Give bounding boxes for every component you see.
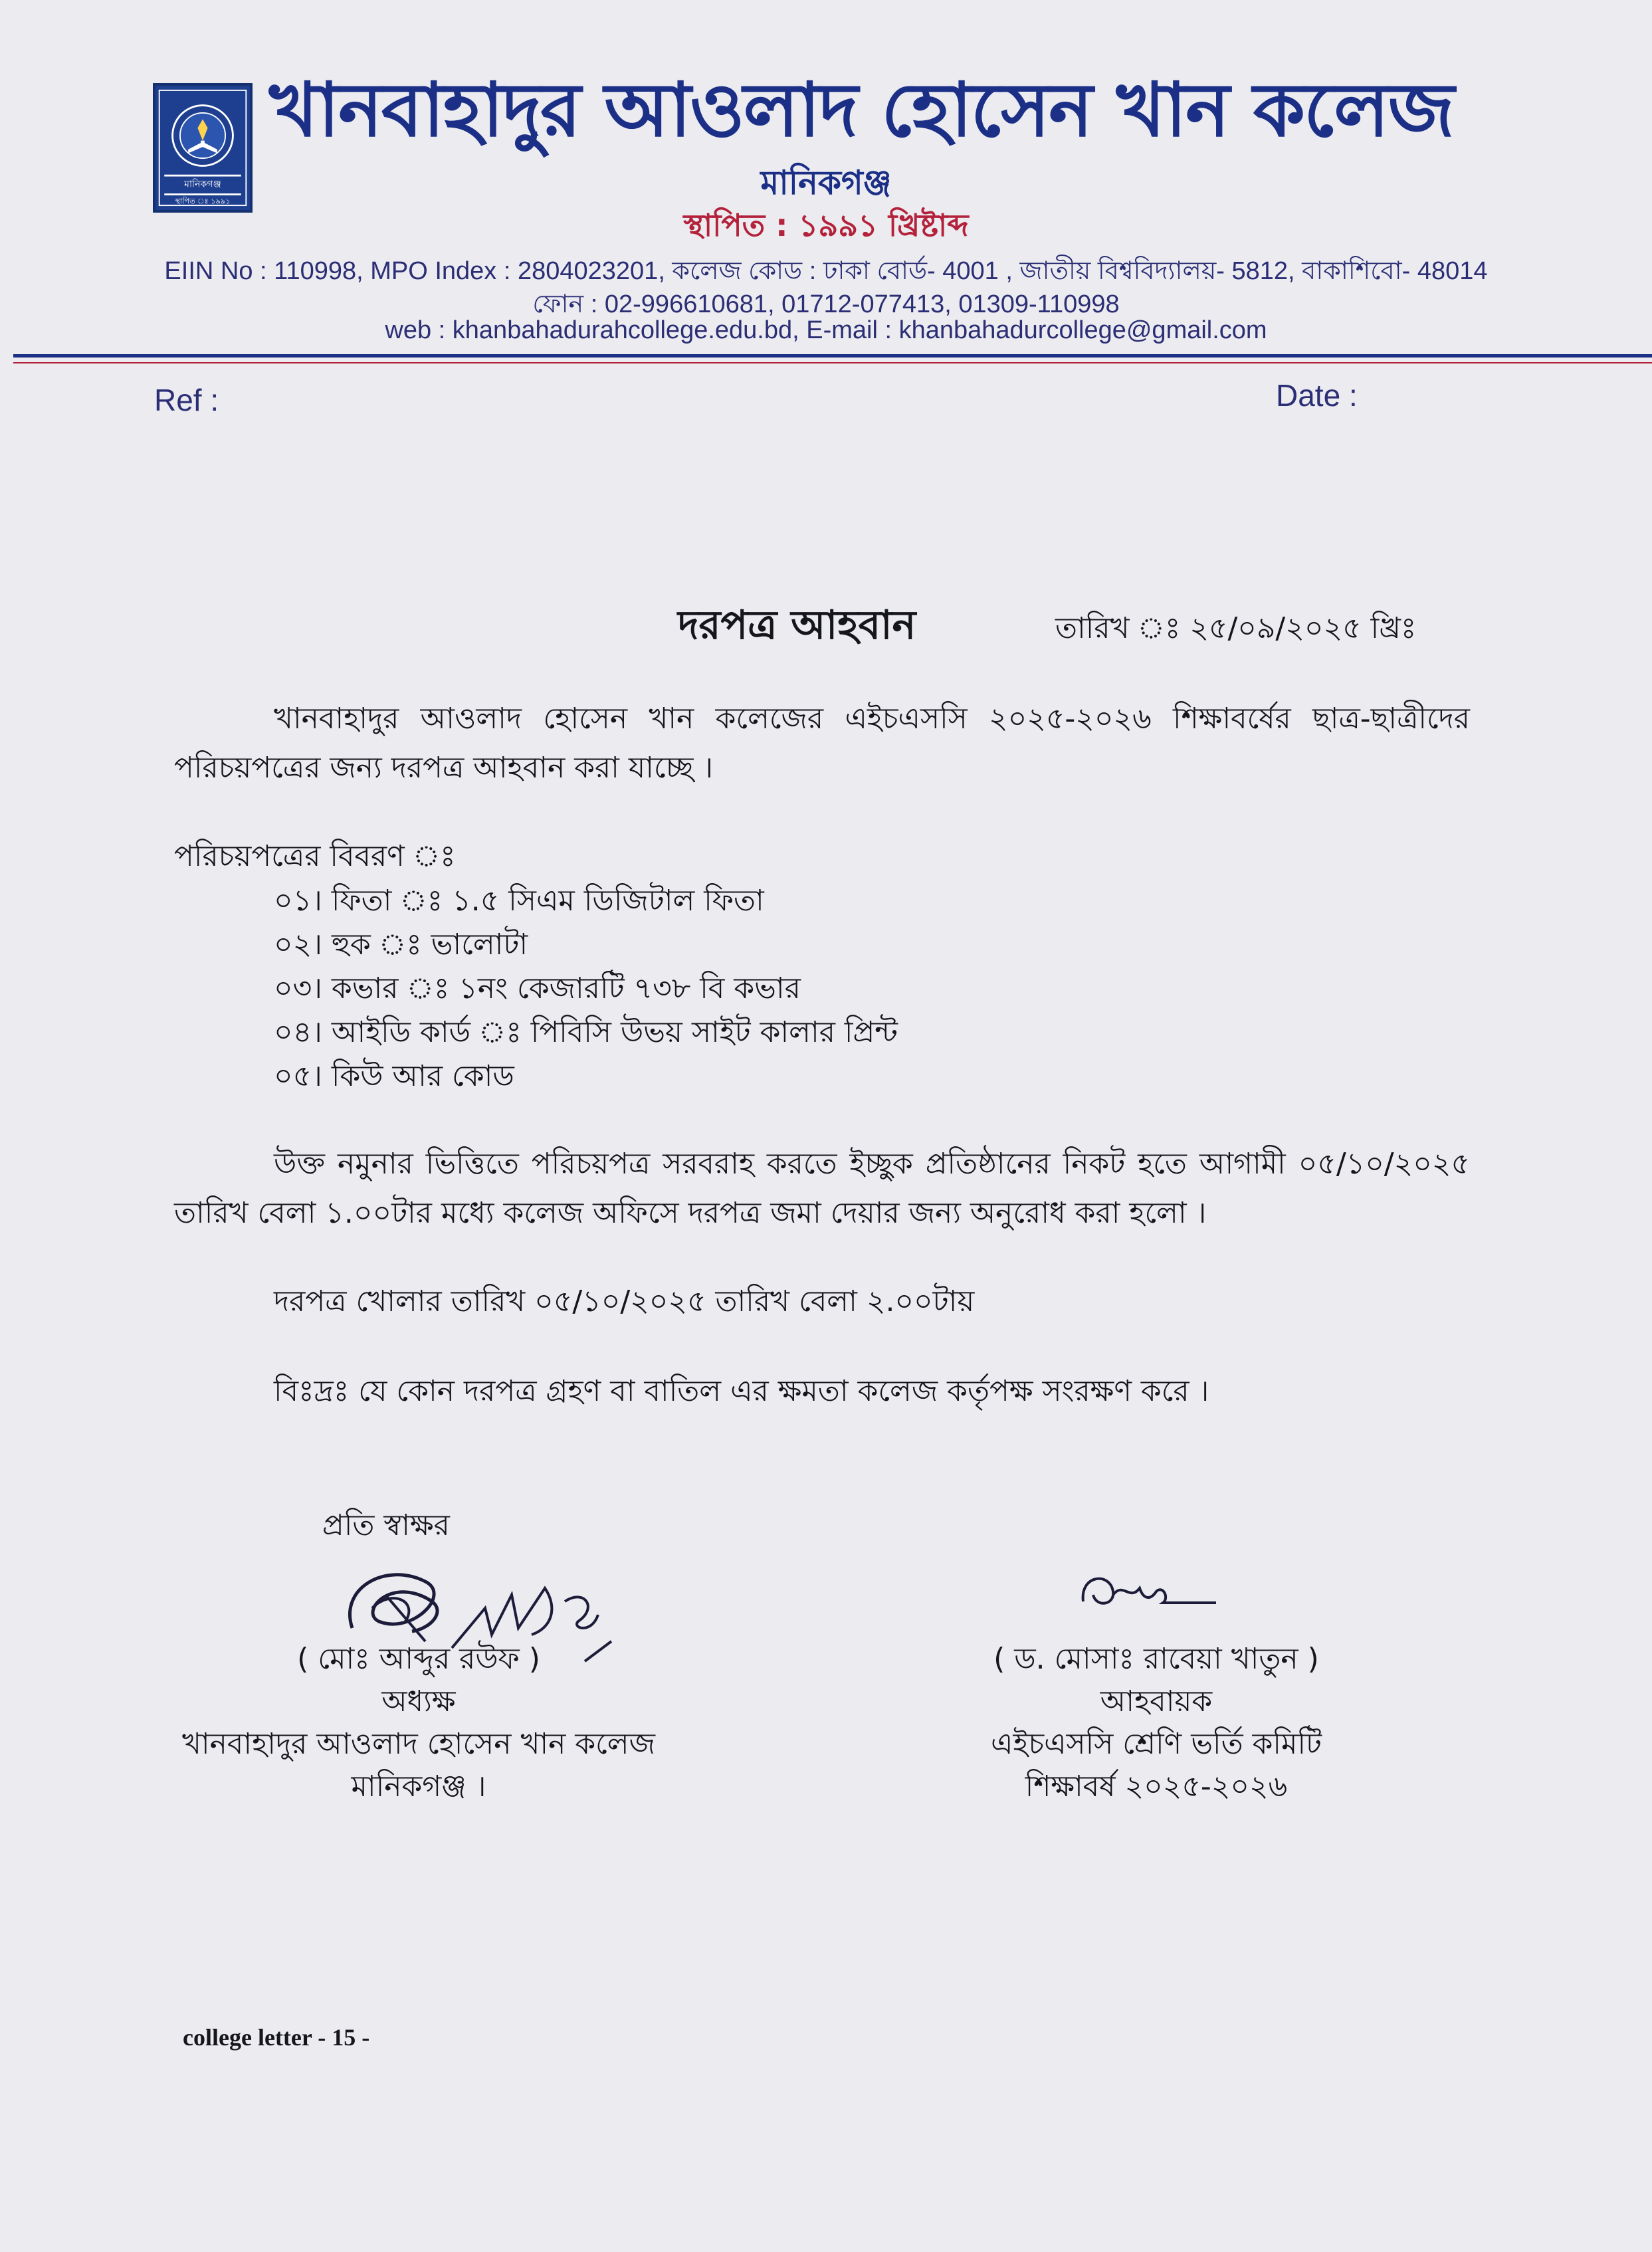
- countersign-label: প্রতি স্বাক্ষর: [322, 1508, 450, 1542]
- ref-label: Ref :: [154, 383, 219, 417]
- detail-item-3: ০৩। কভার ঃ ১নং কেজারটি ৭৩৮ বি কভার: [274, 972, 801, 1005]
- web-email-line: web : khanbahadurahcollege.edu.bd, E-mail : khanbahadurcollege@gmail.com: [385, 316, 1267, 344]
- principal-name: ( মোঃ আব্দুর রউফ ): [297, 1642, 540, 1676]
- date-label: Date :: [1276, 378, 1358, 413]
- phone-line: ফোন : 02-996610681, 01712-077413, 01309-110998: [532, 290, 1120, 318]
- college-district: মানিকগঞ্জ: [760, 163, 892, 202]
- svg-text:মানিকগঞ্জ: মানিকগঞ্জ: [184, 179, 221, 190]
- details-heading: পরিচয়পত্রের বিবরণ ঃ: [174, 839, 456, 873]
- detail-item-2: ০২। হুক ঃ ভালোটা: [274, 928, 528, 962]
- note-line: বিঃদ্রঃ যে কোন দরপত্র গ্রহণ বা বাতিল এর ক্ষমতা কলেজ কর্তৃপক্ষ সংরক্ষণ করে ।: [274, 1374, 1209, 1408]
- codes-line: EIIN No : 110998, MPO Index : 2804023201, কলেজ কোড : ঢাকা বোর্ড- 4001 , জাতীয় বিশ্ববিদ্যালয়- 5812, বাকাশিবো- 48014: [164, 257, 1488, 285]
- college-name: খানবাহাদুর আওলাদ হোসেন খান কলেজ: [269, 67, 1453, 154]
- detail-item-1: ০১। ফিতা ঃ ১.৫ সিএম ডিজিটাল ফিতা: [274, 884, 764, 918]
- principal-place: মানিকগঞ্জ ।: [351, 1770, 486, 1803]
- intro-paragraph: খানবাহাদুর আওলাদ হোসেন খান কলেজের এইচএসসি ২০২৫-২০২৬ শিক্ষাবর্ষের ছাত্র-ছাত্রীদের পরিচয়পত্রের জন্য দরপত্র আহবান করা যাচ্ছে ।: [174, 702, 1470, 785]
- convener-committee: এইচএসসি শ্রেণি ভর্তি কমিটি: [990, 1727, 1322, 1761]
- header-rule-thick: [13, 354, 1652, 358]
- principal-institution: খানবাহাদুর আওলাদ হোসেন খান কলেজ: [182, 1727, 655, 1761]
- notice-date: তারিখ ঃ ২৫/০৯/২০২৫ খ্রিঃ: [1055, 611, 1417, 645]
- notice-title: দরপত্র আহবান: [678, 602, 916, 649]
- principal-signature-block: [159, 1638, 678, 1808]
- convener-session: শিক্ষাবর্ষ ২০২৫-২০২৬: [1025, 1770, 1288, 1803]
- convener-name: ( ড. মোসাঃ রাবেয়া খাতুন ): [993, 1642, 1319, 1676]
- header-rule-thin: [13, 362, 1652, 363]
- detail-item-5: ০৫। কিউ আর কোড: [274, 1059, 514, 1093]
- footer-note: college letter - 15 -: [183, 2024, 370, 2051]
- established-year: স্থাপিত : ১৯৯১ খ্রিষ্টাব্দ: [683, 207, 969, 243]
- svg-text:স্থাপিত ঃ ১৯৯১: স্থাপিত ঃ ১৯৯১: [175, 196, 231, 206]
- convener-signature: [1077, 1562, 1223, 1621]
- opening-date-line: দরপত্র খোলার তারিখ ০৫/১০/২০২৫ তারিখ বেলা ২.০০টায়: [274, 1284, 975, 1318]
- principal-designation: অধ্যক্ষ: [381, 1685, 456, 1718]
- submission-paragraph: উক্ত নমুনার ভিত্তিতে পরিচয়পত্র সরবরাহ করতে ইচ্ছুক প্রতিষ্ঠানের নিকট হতে আগামী ০৫/১০/২০২৫ তারিখ বেলা ১.০০টার মধ্যে কলেজ অফিসে দরপত্র জমা দেয়ার জন্য অনুরোধ করা হলো ।: [174, 1147, 1470, 1230]
- detail-item-4: ০৪। আইডি কার্ড ঃ পিবিসি উভয় সাইট কালার প্রিন্ট: [274, 1015, 898, 1049]
- convener-signature-block: [924, 1638, 1389, 1808]
- convener-designation: আহবায়ক: [1100, 1685, 1213, 1718]
